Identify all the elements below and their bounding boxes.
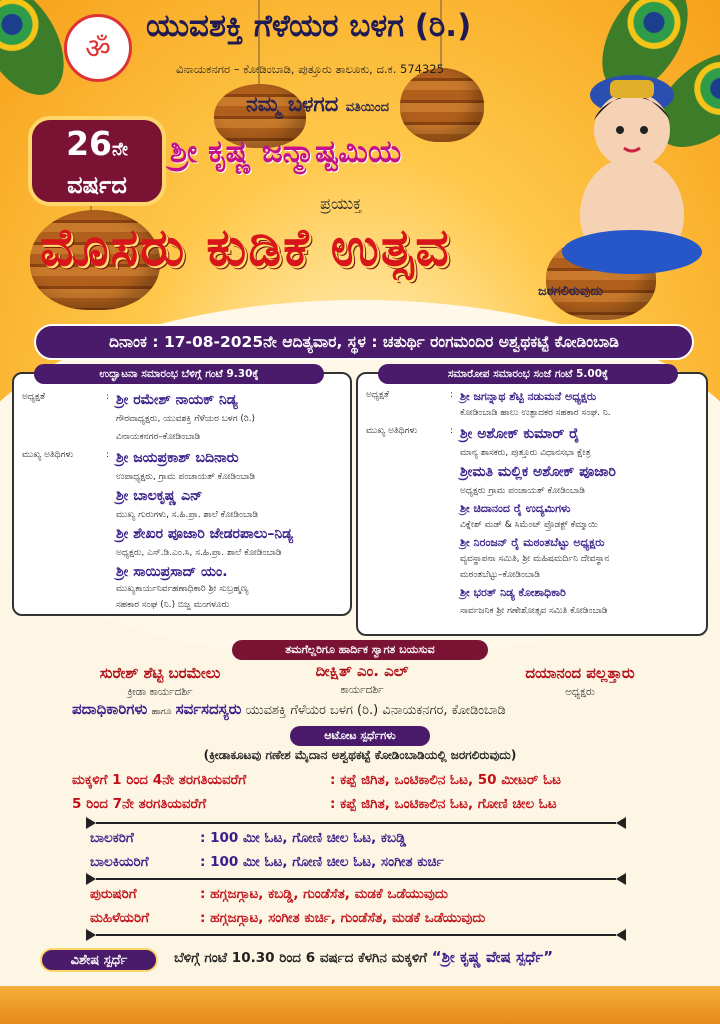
footer-band xyxy=(0,986,720,1024)
members-org: ಯುವಶಕ್ತಿ ಗೆಳೆಯರ ಬಳಗ (ರಿ.) ವಿನಾಯಕನಗರ, ಕೋಡಿಂಬಾಡಿ xyxy=(245,703,506,718)
sport-events: : ಕಪ್ಪೆ ಜಿಗಿತ, ಒಂಟಿಕಾಲಿನ ಓಟ, ಗೋಣಿ ಚೀಲ ಓಟ xyxy=(330,796,557,812)
guest-name: ಶ್ರೀ ಬಾಲಕೃಷ್ಣ ಎನ್ xyxy=(116,488,203,504)
guest-detail: ಸಾರ್ವಜನಿಕ ಶ್ರೀ ಗಣೇಶೋತ್ಸವ ಸಮಿತಿ ಕೋಡಿಂಬಾಡಿ xyxy=(460,606,608,616)
sport-row xyxy=(72,772,561,788)
host-person xyxy=(470,664,690,699)
presented-by-suffix: ವತಿಯಿಂದ xyxy=(345,100,390,115)
sport-row xyxy=(90,886,448,902)
sports-title: ಆಟೋಟ ಸ್ಪರ್ಧೆಗಳು xyxy=(290,726,430,746)
festival-title: ಶ್ರೀ ಕೃಷ್ಣ ಜನ್ಮಾಷ್ಟಮಿಯ xyxy=(170,134,402,170)
badge-suffix: ನೇ xyxy=(112,139,128,160)
valedictory-title: ಸಮಾರೋಪ ಸಮಾರಂಭ ಸಂಜೆ ಗಂಟೆ 5.00ಕ್ಕೆ xyxy=(378,364,678,384)
valedictory-box: ಸಮಾರೋಪ ಸಮಾರಂಭ ಸಂಜೆ ಗಂಟೆ 5.00ಕ್ಕೆ ಅಧ್ಯಕ್ಷತೆ : ಶ್ರೀ ಜಗನ್ನಾಥ ಶೆಟ್ಟಿ ನಡುಮನೆ ಅಧ್ಯಕ್ಷರು ಕೋಡಿಂಬಾಡಿ ಹಾಲು ಉತ್ಪಾದಕರ ಸಹಕಾರ ಸಂಘ. ನಿ. ಮುಖ್ಯ ಅತಿಥಿಗಳು : ಶ್ರೀ ಅಶೋಕ್ ಕುಮಾರ್ ರೈ ಮಾನ್ಯ ಶಾಸಕರು, ಪುತ್ತೂರು ವಿಧಾನಸಭಾ ಕ್ಷೇತ್ರ ಶ್ರೀಮತಿ ಮಲ್ಲಿಕ ಅಶೋಕ್ ಪೂಜಾರಿ ಅಧ್ಯಕ್ಷರು ಗ್ರಾಮ ಪಂಚಾಯತ್ ಕೋಡಿಂಬಾಡಿ ಶ್ರೀ ಚಿದಾನಂದ ರೈ ಉದ್ಯಮಿಗಳು ವಿಕ್ನೇಶ್ ಮಡ್ & ಸಿಮೆಂಟ್ ಪ್ರೊಡಕ್ಟ್ ಕೆಮ್ಮಾಯಿ ಶ್ರೀ ನಿರಂಜನ್ ರೈ ಮಠಂತಬೆಟ್ಟು ಅಧ್ಯಕ್ಷರು ವ್ಯವಸ್ಥಾಪನಾ ಸಮಿತಿ, ಶ್ರೀ ಮಹಿಷಮರ್ದಿನಿ ದೇವಸ್ಥಾನ ಮಠಂತಬೆಟ್ಟು–ಕೋಡಿಂಬಾಡಿ ಶ್ರೀ ಭರತ್ ನಿಡ್ಯ ಕೋಶಾಧಿಕಾರಿ ಸಾರ್ವಜನಿಕ ಶ್ರೀ ಗಣೇಶೋತ್ಸವ ಸಮಿತಿ ಕೋಡಿಂಬಾಡಿ xyxy=(356,372,708,636)
anniversary-badge xyxy=(28,116,166,206)
sport-events: : 100 ಮೀ ಓಟ, ಗೋಣಿ ಚೀಲ ಓಟ, ಸಂಗೀತ ಕುರ್ಚಿ xyxy=(200,854,444,870)
sports-venue: (ಕ್ರೀಡಾಕೂಟವು ಗಣೇಶ ಮೈದಾನ ಅಶ್ವಥಕಟ್ಟೆ ಕೋಡಿಂಬಾಡಿಯಲ್ಲಿ ಜರಗಲಿರುವುದು) xyxy=(203,748,517,762)
guest-name: ಶ್ರೀ ಭರತ್ ನಿಡ್ಯ ಕೋಶಾಧಿಕಾರಿ xyxy=(460,586,566,599)
guest-detail: ಅಧ್ಯಕ್ಷರು ಗ್ರಾಮ ಪಂಚಾಯತ್ ಕೋಡಿಂಬಾಡಿ xyxy=(460,486,585,496)
sport-category: ಮಹಿಳೆಯರಿಗೆ xyxy=(90,910,149,926)
section-divider xyxy=(96,934,616,936)
role-label: ಅಧ್ಯಕ್ಷತೆ xyxy=(22,392,45,402)
guest-detail: ಉಪಾಧ್ಯಕ್ಷರು, ಗ್ರಾಮ ಪಂಚಾಯತ್ ಕೋಡಿಂಬಾಡಿ xyxy=(116,472,256,482)
president-detail: ಗೌರವಾಧ್ಯಕ್ಷರು, ಯುವಶಕ್ತಿ ಗೆಳೆಯರ ಬಳಗ (ರಿ.) xyxy=(116,414,256,424)
sport-events: : 100 ಮೀ ಓಟ, ಗೋಣಿ ಚೀಲ ಓಟ, ಕಬಡ್ಡಿ xyxy=(200,830,407,846)
sport-category: ಬಾಲಕರಿಗೆ xyxy=(90,830,134,846)
role-label: ಮುಖ್ಯ ಅತಿಥಿಗಳು xyxy=(366,426,418,436)
host-role: ಕ್ರೀಡಾ ಕಾರ್ಯದರ್ಶಿ xyxy=(127,686,193,698)
welcome-title: ತಮಗೆಲ್ಲರಿಗೂ ಹಾರ್ದಿಕ ಸ್ವಾಗತ ಬಯಸುವ xyxy=(232,640,488,660)
inauguration-box: ಉದ್ಘಾಟನಾ ಸಮಾರಂಭ ಬೆಳಿಗ್ಗೆ ಗಂಟೆ 9.30ಕ್ಕೆ ಅಧ್ಯಕ್ಷತೆ : ಶ್ರೀ ರಮೇಶ್ ನಾಯಕ್ ನಿಡ್ಯ ಗೌರವಾಧ್ಯಕ್ಷರು, ಯುವಶಕ್ತಿ ಗೆಳೆಯರ ಬಳಗ (ರಿ.) ವಿನಾಯಕನಗರ–ಕೋಡಿಂಬಾಡಿ ಮುಖ್ಯ ಅತಿಥಿಗಳು : ಶ್ರೀ ಜಯಪ್ರಕಾಶ್ ಬದಿನಾರು ಉಪಾಧ್ಯಕ್ಷರು, ಗ್ರಾಮ ಪಂಚಾಯತ್ ಕೋಡಿಂಬಾಡಿ ಶ್ರೀ ಬಾಲಕೃಷ್ಣ ಎನ್ ಮುಖ್ಯ ಗುರುಗಳು, ಸ.ಹಿ.ಪ್ರಾ. ಶಾಲೆ ಕೋಡಿಂಬಾಡಿ ಶ್ರೀ ಶೇಖರ ಪೂಜಾರಿ ಜೇಡರಪಾಲು–ನಿಡ್ಯ ಅಧ್ಯಕ್ಷರು, ಎಸ್.ಡಿ.ಎಂ.ಸಿ, ಸ.ಹಿ.ಪ್ರಾ. ಶಾಲೆ ಕೋಡಿಂಬಾಡಿ ಶ್ರೀ ಸಾಯಿಪ್ರಸಾದ್ ಯಂ. ಮುಖ್ಯಕಾರ್ಯನಿರ್ವಹಣಾಧಿಕಾರಿ ಶ್ರೀ ಸುಬ್ರಹ್ಮಣ್ಯ ಸಹಕಾರ ಸಂಘ (ನಿ.) ಬಿಜ್ಜ ಮಂಗಳೂರು xyxy=(12,372,352,616)
guest-name: ಶ್ರೀಮತಿ ಮಲ್ಲಿಕ ಅಶೋಕ್ ಪೂಜಾರಿ xyxy=(460,464,616,480)
sport-category: 5 ರಿಂದ 7ನೇ ತರಗತಿಯವರೆಗೆ xyxy=(72,796,207,812)
sport-category: ಪುರುಷರಿಗೆ xyxy=(90,886,137,902)
guest-detail: ಸಹಕಾರ ಸಂಘ (ನಿ.) ಬಿಜ್ಜ ಮಂಗಳೂರು xyxy=(116,600,230,610)
sport-row xyxy=(90,910,485,926)
presented-by-line xyxy=(246,92,389,117)
president-detail: ವಿನಾಯಕನಗರ–ಕೋಡಿಂಬಾಡಿ xyxy=(116,432,201,442)
guest-name: ಶ್ರೀ ನಿರಂಜನ್ ರೈ ಮಠಂತಬೆಟ್ಟು ಅಧ್ಯಕ್ಷರು xyxy=(460,536,605,549)
presented-by-text: ನಮ್ಮ ಬಳಗದ xyxy=(246,92,339,116)
sport-row xyxy=(90,854,444,870)
host-role: ಅಧ್ಯಕ್ಷರು xyxy=(565,686,595,698)
host-person xyxy=(262,662,462,697)
organization-address: ವಿನಾಯಕನಗರ – ಕೋಡಿಂಬಾಡಿ, ಪುತ್ತೂರು ತಾಲೂಕು, ದ.ಕ. 574325 xyxy=(176,62,444,76)
special-competition-text xyxy=(174,948,553,966)
guest-detail: ವಿಕ್ನೇಶ್ ಮಡ್ & ಸಿಮೆಂಟ್ ಪ್ರೊಡಕ್ಟ್ ಕೆಮ್ಮಾಯಿ xyxy=(460,520,598,530)
special-highlight: “ಶ್ರೀ ಕೃಷ್ಣ ವೇಷ ಸ್ಪರ್ಧೆ” xyxy=(431,948,554,966)
sport-events: : ಕಪ್ಪೆ ಜಿಗಿತ, ಒಂಟಿಕಾಲಿನ ಓಟ, 50 ಮೀಟರ್ ಓಟ xyxy=(330,772,561,788)
organization-name: ಯುವಶಕ್ತಿ ಗೆಳೆಯರ ಬಳಗ (ರಿ.) xyxy=(146,8,472,44)
guest-name: ಶ್ರೀ ಸಾಯಿಪ್ರಸಾದ್ ಯಂ. xyxy=(116,564,228,580)
sport-events: : ಹಗ್ಗಜಗ್ಗಾಟ, ಕಬಡ್ಡಿ, ಗುಂಡೆಸೆತ, ಮಡಕೆ ಒಡೆಯುವುದು xyxy=(200,886,448,902)
section-divider xyxy=(96,822,616,824)
event-title: ಮೊಸರು ಕುಡಿಕೆ ಉತ್ಸವ xyxy=(40,218,451,278)
members-all: ಸರ್ವಸದಸ್ಯರು xyxy=(175,700,242,718)
host-name: ದೀಕ್ಷಿತ್ ಎಂ. ಎಲ್ xyxy=(315,662,409,680)
president-name: ಶ್ರೀ ರಮೇಶ್ ನಾಯಕ್ ನಿಡ್ಯ xyxy=(116,392,238,408)
guest-detail: ವ್ಯವಸ್ಥಾಪನಾ ಸಮಿತಿ, ಶ್ರೀ ಮಹಿಷಮರ್ದಿನಿ ದೇವಸ್ಥಾನ xyxy=(460,554,610,564)
members-and: ಹಾಗೂ xyxy=(151,707,172,717)
role-label: ಅಧ್ಯಕ್ಷತೆ xyxy=(366,390,389,400)
guest-name: ಶ್ರೀ ಅಶೋಕ್ ಕುಮಾರ್ ರೈ xyxy=(460,426,580,442)
sport-category: ಮಕ್ಕಳಿಗೆ 1 ರಿಂದ 4ನೇ ತರಗತಿಯವರೆಗೆ xyxy=(72,772,247,788)
role-label: ಮುಖ್ಯ ಅತಿಥಿಗಳು xyxy=(22,450,74,460)
curd-pot-icon xyxy=(400,68,484,142)
guest-name: ಶ್ರೀ ಶೇಖರ ಪೂಜಾರಿ ಜೇಡರಪಾಲು–ನಿಡ್ಯ xyxy=(116,526,294,542)
guest-name: ಶ್ರೀ ಚಿದಾನಂದ ರೈ ಉದ್ಯಮಿಗಳು xyxy=(460,502,571,515)
president-name: ಶ್ರೀ ಜಗನ್ನಾಥ ಶೆಟ್ಟಿ ನಡುಮನೆ ಅಧ್ಯಕ್ಷರು xyxy=(460,390,597,403)
president-detail: ಕೋಡಿಂಬಾಡಿ ಹಾಲು ಉತ್ಪಾದಕರ ಸಹಕಾರ ಸಂಘ. ನಿ. xyxy=(460,408,611,418)
sport-row xyxy=(72,796,557,812)
members-office-bearers: ಪದಾಧಿಕಾರಿಗಳು xyxy=(72,700,148,718)
inauguration-title: ಉದ್ಘಾಟನಾ ಸಮಾರಂಭ ಬೆಳಿಗ್ಗೆ ಗಂಟೆ 9.30ಕ್ಕೆ xyxy=(34,364,324,384)
sport-events: : ಹಗ್ಗಜಗ್ಗಾಟ, ಸಂಗೀತ ಕುರ್ಚಿ, ಗುಂಡೆಸೆತ, ಮಡಕೆ ಒಡೆಯುವುದು xyxy=(200,910,486,926)
guest-detail: ಅಧ್ಯಕ್ಷರು, ಎಸ್.ಡಿ.ಎಂ.ಸಿ, ಸ.ಹಿ.ಪ್ರಾ. ಶಾಲೆ ಕೋಡಿಂಬಾಡಿ xyxy=(116,548,282,558)
special-detail: ಬೆಳಿಗ್ಗೆ ಗಂಟೆ 10.30 ರಿಂದ 6 ವರ್ಷದ ಕೆಳಗಿನ ಮಕ್ಕಳಿಗೆ xyxy=(174,950,428,966)
event-happening-label: ಜರಗಲಿರುವುದು xyxy=(538,284,604,299)
occasion-word: ಪ್ರಯುಕ್ತ xyxy=(320,194,362,213)
guest-detail: ಮುಖ್ಯ ಗುರುಗಳು, ಸ.ಹಿ.ಪ್ರಾ. ಶಾಲೆ ಕೋಡಿಂಬಾಡಿ xyxy=(116,510,259,520)
badge-label: ವರ್ಷದ xyxy=(67,171,127,199)
host-person xyxy=(60,664,260,699)
special-competition-tag: ವಿಶೇಷ ಸ್ಪರ್ಧೆ xyxy=(40,948,158,972)
sport-row xyxy=(90,830,406,846)
sport-category: ಬಾಲಕಿಯರಿಗೆ xyxy=(90,854,149,870)
om-icon: ॐ xyxy=(85,32,111,65)
organization-logo xyxy=(64,14,132,82)
date-venue-bar: ದಿನಾಂಕ : 17-08-2025ನೇ ಆದಿತ್ಯವಾರ, ಸ್ಥಳ : ಚತುರ್ಥಿ ರಂಗಮಂದಿರ ಅಶ್ವಥಕಟ್ಟೆ ಕೋಡಿಂಬಾಡಿ xyxy=(34,324,694,360)
host-role: ಕಾರ್ಯದರ್ಶಿ xyxy=(340,684,384,696)
guest-detail: ಮಾನ್ಯ ಶಾಸಕರು, ಪುತ್ತೂರು ವಿಧಾನಸಭಾ ಕ್ಷೇತ್ರ xyxy=(460,448,591,458)
guest-detail: ಮಠಂತಬೆಟ್ಟು–ಕೋಡಿಂಬಾಡಿ xyxy=(460,570,540,580)
guest-name: ಶ್ರೀ ಜಯಪ್ರಕಾಶ್ ಬದಿನಾರು xyxy=(116,450,239,466)
members-line xyxy=(72,700,506,718)
host-name: ದಯಾನಂದ ಪಲ್ಲತ್ತಾರು xyxy=(525,664,635,682)
section-divider xyxy=(96,878,616,880)
host-name: ಸುರೇಶ್ ಶೆಟ್ಟಿ ಬರಮೇಲು xyxy=(99,664,221,682)
guest-detail: ಮುಖ್ಯಕಾರ್ಯನಿರ್ವಹಣಾಧಿಕಾರಿ ಶ್ರೀ ಸುಬ್ರಹ್ಮಣ್ಯ xyxy=(116,584,249,594)
badge-number: 26 xyxy=(66,124,112,163)
